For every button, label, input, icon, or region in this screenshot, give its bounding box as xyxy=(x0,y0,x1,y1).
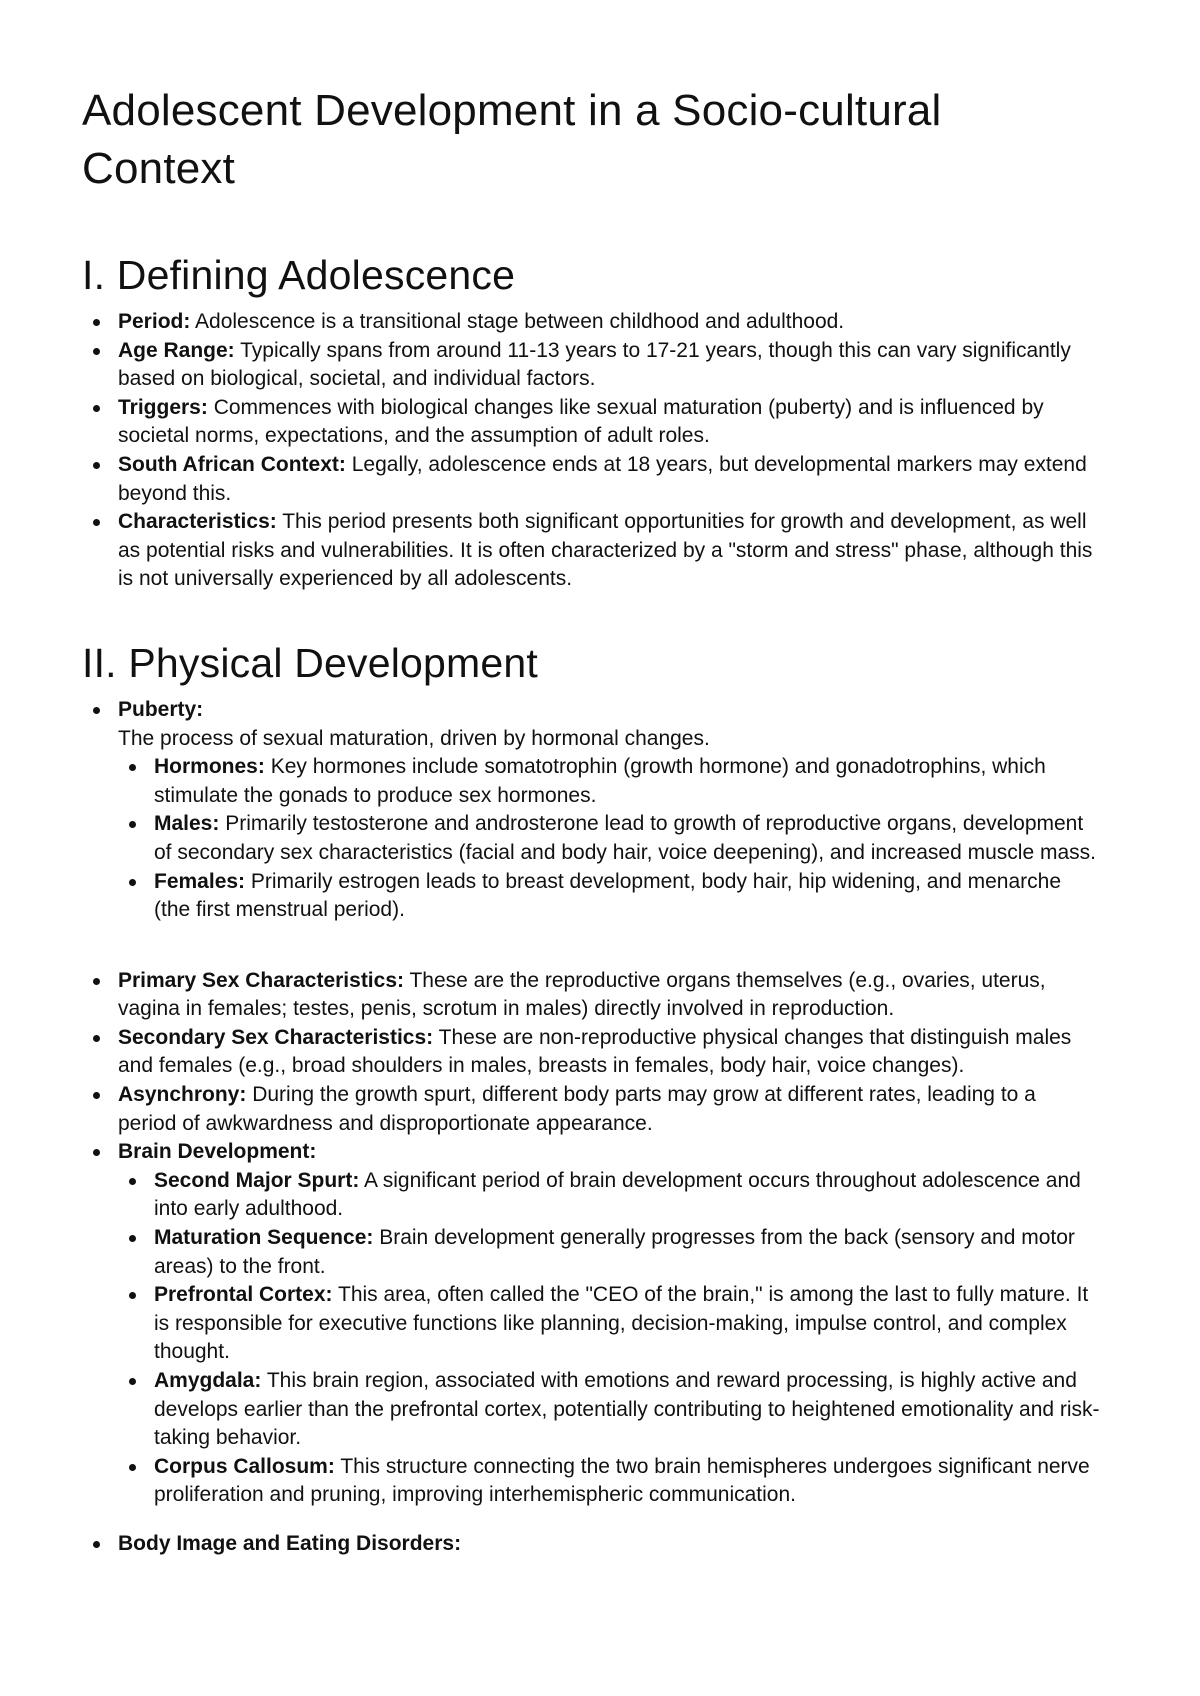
item-label: Body Image and Eating Disorders: xyxy=(118,1531,462,1555)
puberty-sublist xyxy=(118,753,1100,925)
list-item-body-image xyxy=(82,1530,1100,1559)
item-label: Prefrontal Cortex: xyxy=(154,1283,333,1307)
item-text: Brain development generally progresses from the back (sensory and motor areas) to the front. xyxy=(154,1226,1075,1278)
list-item-brain-development xyxy=(82,1138,1100,1510)
list-item-corpus-callosum xyxy=(118,1453,1100,1510)
item-text: This structure connecting the two brain hemispheres undergoes significant nerve proliferation and pruning, improving interhemispheric communication. xyxy=(154,1454,1090,1507)
item-label: Amygdala: xyxy=(154,1369,262,1392)
document-title: Adolescent Development in a Socio-cultural Context xyxy=(82,86,942,193)
item-label: Brain Development: xyxy=(118,1140,317,1164)
list-item-south-african-context xyxy=(82,451,1100,508)
item-label: Primary Sex Characteristics: xyxy=(118,968,404,992)
list-item-primary-sex-characteristics xyxy=(82,967,1100,1024)
list-item-asynchrony xyxy=(82,1081,1100,1138)
defining-adolescence-list xyxy=(82,308,1100,594)
list-item-second-major-spurt xyxy=(118,1167,1100,1224)
list-item-prefrontal-cortex xyxy=(118,1281,1100,1367)
item-label: Corpus Callosum: xyxy=(154,1454,335,1478)
item-label: Maturation Sequence: xyxy=(154,1226,374,1250)
item-text: This brain region, associated with emotions and reward processing, is highly active and develops earlier than the prefrontal cortex, potentially contributing to heightened emotionality and risk-taking behavior. xyxy=(154,1369,1100,1450)
item-label: Period: xyxy=(118,310,191,333)
list-item-maturation-sequence xyxy=(118,1224,1100,1281)
item-text: Adolescence is a transitional stage between childhood and adulthood. xyxy=(190,310,845,333)
list-item-triggers xyxy=(82,394,1100,451)
item-label: Triggers: xyxy=(118,395,208,419)
item-label: Age Range: xyxy=(118,338,235,362)
item-label: Secondary Sex Characteristics: xyxy=(118,1025,434,1049)
item-label: Females: xyxy=(154,869,246,893)
item-text: A significant period of brain development occurs throughout adolescence and into early adulthood. xyxy=(154,1168,1081,1221)
list-item-characteristics xyxy=(82,508,1100,594)
list-item-amygdala xyxy=(118,1367,1100,1453)
list-item-secondary-sex-characteristics xyxy=(82,1024,1100,1081)
brain-development-sublist xyxy=(118,1167,1100,1510)
item-label: Second Major Spurt: xyxy=(154,1168,360,1192)
item-label: Asynchrony: xyxy=(118,1083,247,1107)
item-text: These are non-reproductive physical changes that distinguish males and females (e.g., broad shoulders in males, breasts in females, body hair, voice changes). xyxy=(118,1025,1072,1078)
list-item-puberty xyxy=(82,696,1100,925)
item-text: Primarily estrogen leads to breast development, body hair, hip widening, and menarche (the first menstrual period). xyxy=(154,869,1062,922)
item-text: This area, often called the "CEO of the brain," is among the last to fully mature. It is responsible for executive functions like planning, decision-making, impulse control, and complex thought. xyxy=(154,1283,1089,1364)
item-label: Characteristics: xyxy=(118,510,277,534)
item-text: Key hormones include somatotrophin (growth hormone) and gonadotrophins, which stimulate the gonads to produce sex hormones. xyxy=(154,755,1046,807)
puberty-description: The process of sexual maturation, driven by hormonal changes. xyxy=(118,726,710,750)
item-label: Puberty: xyxy=(118,697,204,721)
item-label: Males: xyxy=(154,812,220,836)
list-item-age-range xyxy=(82,337,1100,394)
physical-development-list xyxy=(82,696,1100,1559)
list-item-hormones xyxy=(118,753,1100,810)
section-heading-physical-development: II. Physical Development xyxy=(82,639,539,686)
item-label: South African Context: xyxy=(118,452,346,476)
list-item-females xyxy=(118,868,1100,925)
item-text: This period presents both significant opportunities for growth and development, as well as potential risks and vulnerabilities. It is often characterized by a "storm and stress" phase, although this is not universally experienced by all adolescents. xyxy=(118,510,1093,591)
item-text: Typically spans from around 11-13 years to 17-21 years, though this can vary significantly based on biological, societal, and individual factors. xyxy=(118,338,1071,391)
list-item-period xyxy=(82,308,1100,337)
list-item-males xyxy=(118,810,1100,867)
item-text: Commences with biological changes like sexual maturation (puberty) and is influenced by societal norms, expectations, and the assumption of adult roles. xyxy=(118,395,1044,448)
item-text: Legally, adolescence ends at 18 years, but developmental markers may extend beyond this. xyxy=(118,452,1087,505)
section-heading-defining-adolescence: I. Defining Adolescence xyxy=(82,252,516,298)
item-label: Hormones: xyxy=(154,755,265,779)
item-text: These are the reproductive organs themselves (e.g., ovaries, uterus, vagina in females; testes, penis, scrotum in males) directly involved in reproduction. xyxy=(118,968,1046,1021)
item-text: During the growth spurt, different body parts may grow at different rates, leading to a period of awkwardness and disproportionate appearance. xyxy=(118,1083,1036,1135)
item-text: Primarily testosterone and androsterone lead to growth of reproductive organs, development of secondary sex characteristics (facial and body hair, voice deepening), and increased muscle mass. xyxy=(154,812,1096,864)
